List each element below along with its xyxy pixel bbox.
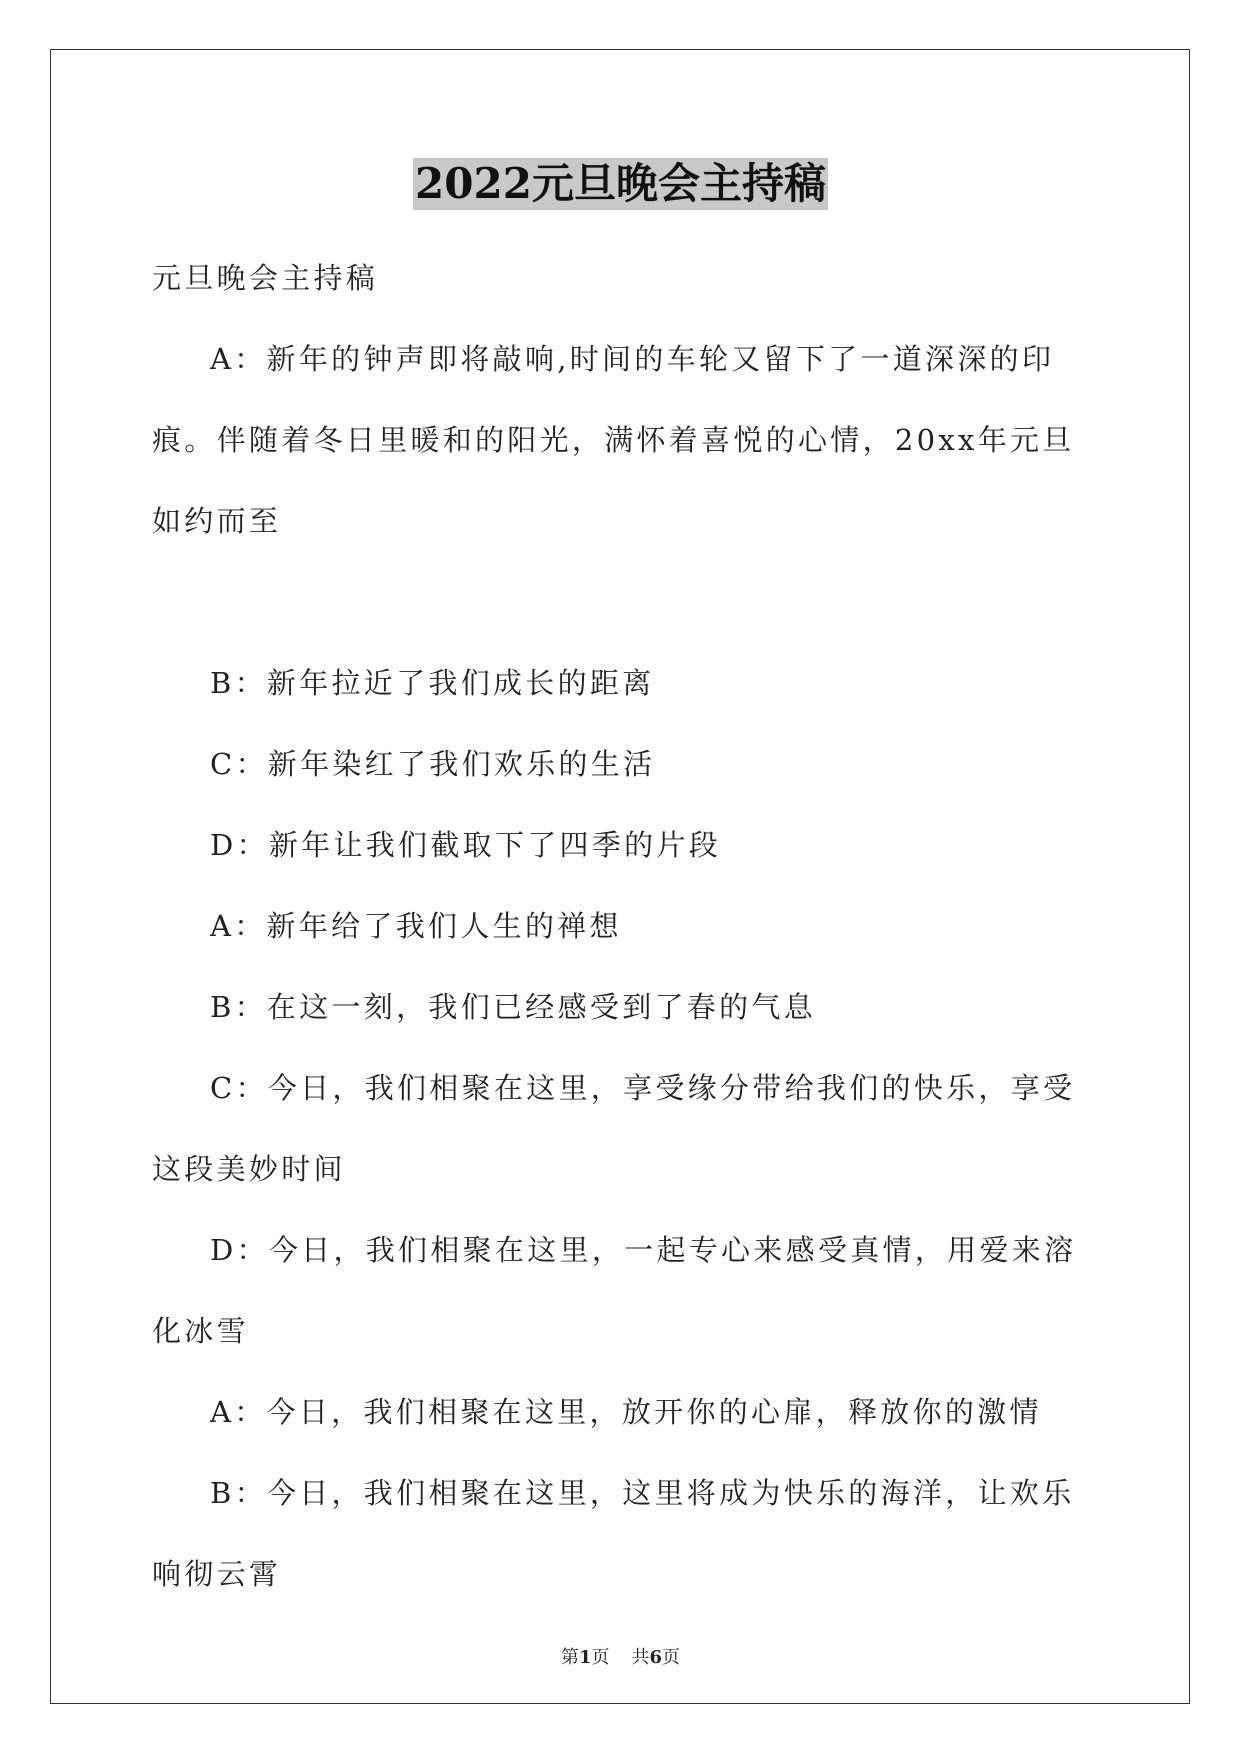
footer-page-prefix: 第 (560, 1647, 579, 1668)
footer-page-suffix: 页 (591, 1647, 610, 1668)
paragraph-a-2: A：新年给了我们人生的禅想 (210, 909, 622, 943)
footer-total-prefix: 共 (631, 1647, 650, 1668)
paragraph-c-1: C：新年染红了我们欢乐的生活 (210, 747, 656, 781)
document-title: 2022元旦晚会主持稿 (415, 159, 826, 208)
document-body (152, 238, 1092, 1615)
paragraph-b-2: B：在这一刻，我们已经感受到了春的气息 (210, 990, 817, 1024)
paragraph-a-intro: A：新年的钟声即将敲响,时间的车轮又留下了一道深深的印痕。伴随着冬日里暖和的阳光，满怀着喜悦的心情，20xx年元旦如约而至 (152, 342, 1075, 538)
title-container (0, 158, 1241, 210)
paragraph-heading: 元旦晚会主持稿 (152, 261, 379, 295)
paragraph-b-3: B：今日，我们相聚在这里，这里将成为快乐的海洋，让欢乐响彻云霄 (152, 1476, 1075, 1591)
paragraph-b-1: B：新年拉近了我们成长的距离 (210, 666, 655, 700)
footer-page-total: 6 (649, 1647, 663, 1668)
footer-total-suffix: 页 (662, 1647, 681, 1668)
footer-page-current: 1 (578, 1647, 592, 1668)
paragraph-d-2: D：今日，我们相聚在这里，一起专心来感受真情，用爱来溶化冰雪 (152, 1233, 1077, 1348)
paragraph-c-2: C：今日，我们相聚在这里，享受缘分带给我们的快乐，享受这段美妙时间 (152, 1071, 1076, 1186)
paragraph-d-1: D：新年让我们截取下了四季的片段 (210, 828, 722, 862)
page-footer (0, 1646, 1241, 1670)
paragraph-a-3: A：今日，我们相聚在这里，放开你的心扉，释放你的激情 (210, 1395, 1042, 1429)
